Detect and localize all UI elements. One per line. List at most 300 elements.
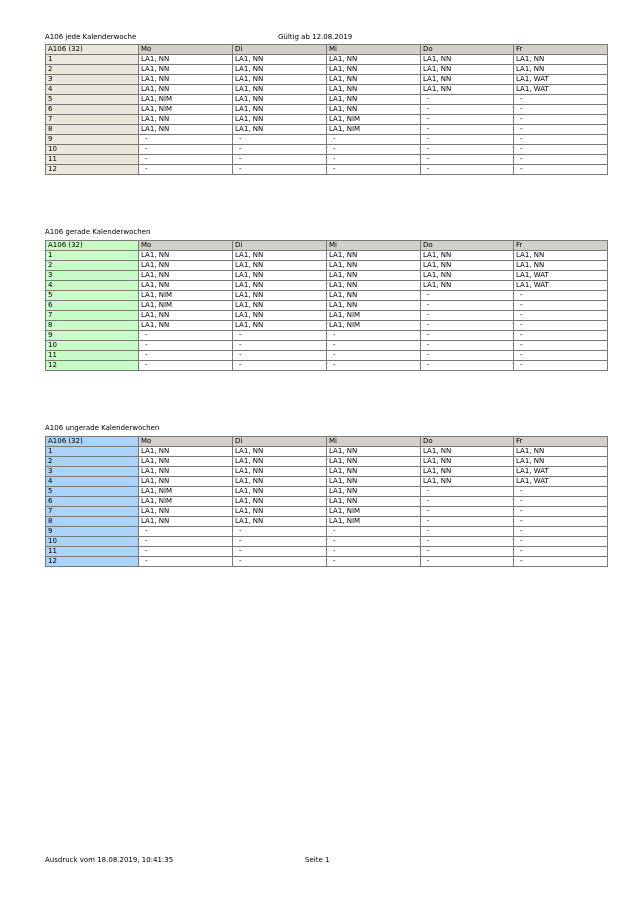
- lesson-text: -: [427, 95, 430, 103]
- table-row: [46, 75, 608, 85]
- lesson-text: -: [239, 145, 242, 153]
- lesson-cell: [139, 497, 233, 507]
- lesson-text: LA1, NN: [141, 321, 170, 329]
- lesson-text: -: [520, 291, 523, 299]
- lesson-text: LA1, NN: [516, 55, 545, 63]
- table-row: [46, 261, 608, 271]
- lesson-text: LA1, NIM: [141, 487, 173, 495]
- period-number: 8: [46, 321, 139, 331]
- lesson-text: LA1, NN: [329, 291, 358, 299]
- lesson-text: LA1, NN: [235, 507, 264, 515]
- lesson-text: -: [333, 557, 336, 565]
- lesson-cell: [327, 557, 421, 567]
- change-marker: [233, 115, 236, 116]
- table-row: [46, 115, 608, 125]
- period-number: 1: [46, 447, 139, 457]
- lesson-cell: [514, 321, 608, 331]
- table-row: [46, 301, 608, 311]
- lesson-cell: [233, 527, 327, 537]
- lesson-cell: [421, 85, 514, 95]
- lesson-text: LA1, NN: [423, 271, 452, 279]
- lesson-text: LA1, NN: [329, 447, 358, 455]
- lesson-cell: [514, 487, 608, 497]
- lesson-cell: [327, 321, 421, 331]
- table-row: [46, 271, 608, 281]
- lesson-cell: [327, 517, 421, 527]
- period-number: 9: [46, 331, 139, 341]
- lesson-cell: [233, 331, 327, 341]
- period-number: 7: [46, 115, 139, 125]
- lesson-cell: [327, 457, 421, 467]
- change-marker: [233, 95, 236, 96]
- lesson-text: -: [520, 331, 523, 339]
- table-row: [46, 487, 608, 497]
- lesson-text: LA1, NN: [141, 281, 170, 289]
- lesson-cell: [139, 557, 233, 567]
- lesson-text: LA1, NN: [235, 115, 264, 123]
- lesson-cell: [139, 341, 233, 351]
- lesson-text: -: [520, 517, 523, 525]
- lesson-text: -: [520, 361, 523, 369]
- period-number: 6: [46, 497, 139, 507]
- lesson-text: -: [145, 165, 148, 173]
- lesson-cell: [514, 537, 608, 547]
- lesson-cell: [421, 311, 514, 321]
- period-number: 3: [46, 467, 139, 477]
- lesson-text: LA1, NN: [235, 105, 264, 113]
- lesson-cell: [421, 55, 514, 65]
- lesson-cell: [421, 291, 514, 301]
- lesson-text: LA1, WAT: [516, 271, 549, 279]
- lesson-text: -: [520, 341, 523, 349]
- lesson-text: -: [333, 145, 336, 153]
- lesson-text: -: [333, 331, 336, 339]
- table-row: [46, 497, 608, 507]
- lesson-text: -: [239, 331, 242, 339]
- lesson-cell: [327, 271, 421, 281]
- period-number: 9: [46, 527, 139, 537]
- lesson-text: LA1, NN: [423, 55, 452, 63]
- change-marker: [233, 321, 236, 322]
- lesson-text: -: [427, 537, 430, 545]
- period-number: 3: [46, 271, 139, 281]
- lesson-cell: [514, 301, 608, 311]
- lesson-cell: [514, 261, 608, 271]
- lesson-text: -: [427, 331, 430, 339]
- lesson-cell: [421, 457, 514, 467]
- lesson-cell: [421, 507, 514, 517]
- lesson-cell: [514, 65, 608, 75]
- lesson-cell: [421, 251, 514, 261]
- lesson-cell: [327, 331, 421, 341]
- table-row: [46, 95, 608, 105]
- lesson-text: LA1, NN: [329, 477, 358, 485]
- lesson-cell: [514, 447, 608, 457]
- room-label: A106 (32): [46, 437, 139, 447]
- lesson-text: -: [520, 547, 523, 555]
- period-number: 11: [46, 155, 139, 165]
- lesson-text: LA1, NN: [141, 457, 170, 465]
- lesson-cell: [327, 527, 421, 537]
- lesson-text: LA1, NIM: [141, 105, 173, 113]
- period-number: 7: [46, 311, 139, 321]
- lesson-text: -: [520, 557, 523, 565]
- period-number: 10: [46, 145, 139, 155]
- period-number: 2: [46, 261, 139, 271]
- header-row: [46, 241, 608, 251]
- lesson-text: -: [145, 341, 148, 349]
- lesson-cell: [233, 261, 327, 271]
- lesson-text: LA1, NN: [235, 457, 264, 465]
- lesson-cell: [327, 497, 421, 507]
- lesson-text: -: [427, 125, 430, 133]
- period-number: 8: [46, 517, 139, 527]
- lesson-cell: [233, 507, 327, 517]
- lesson-cell: [139, 105, 233, 115]
- lesson-cell: [139, 447, 233, 457]
- lesson-text: LA1, NN: [329, 271, 358, 279]
- lesson-cell: [327, 145, 421, 155]
- lesson-cell: [514, 271, 608, 281]
- period-number: 1: [46, 251, 139, 261]
- lesson-cell: [233, 557, 327, 567]
- lesson-cell: [327, 467, 421, 477]
- period-number: 12: [46, 165, 139, 175]
- lesson-text: LA1, NIM: [329, 125, 361, 133]
- day-header: Di: [233, 45, 327, 55]
- lesson-cell: [233, 457, 327, 467]
- lesson-text: -: [333, 351, 336, 359]
- lesson-cell: [421, 537, 514, 547]
- lesson-text: -: [145, 557, 148, 565]
- lesson-cell: [421, 527, 514, 537]
- lesson-text: -: [427, 361, 430, 369]
- lesson-text: LA1, NN: [329, 487, 358, 495]
- room-label: A106 (32): [46, 241, 139, 251]
- lesson-text: LA1, NN: [141, 517, 170, 525]
- lesson-cell: [233, 145, 327, 155]
- lesson-text: LA1, WAT: [516, 75, 549, 83]
- lesson-cell: [233, 321, 327, 331]
- lesson-text: LA1, NN: [235, 467, 264, 475]
- lesson-cell: [139, 467, 233, 477]
- lesson-text: LA1, NN: [235, 125, 264, 133]
- lesson-text: LA1, NN: [235, 477, 264, 485]
- lesson-text: LA1, NN: [423, 447, 452, 455]
- lesson-cell: [514, 341, 608, 351]
- lesson-cell: [514, 75, 608, 85]
- table-row: [46, 85, 608, 95]
- lesson-text: -: [520, 487, 523, 495]
- lesson-cell: [233, 85, 327, 95]
- day-header: Mi: [327, 241, 421, 251]
- lesson-cell: [421, 321, 514, 331]
- lesson-text: LA1, NN: [329, 467, 358, 475]
- lesson-cell: [514, 155, 608, 165]
- lesson-cell: [421, 135, 514, 145]
- table-row: [46, 291, 608, 301]
- lesson-text: LA1, NN: [516, 251, 545, 259]
- lesson-cell: [514, 557, 608, 567]
- lesson-cell: [139, 155, 233, 165]
- period-number: 11: [46, 547, 139, 557]
- lesson-text: LA1, NN: [235, 487, 264, 495]
- lesson-text: LA1, NN: [423, 457, 452, 465]
- day-header: Di: [233, 241, 327, 251]
- lesson-text: LA1, NN: [141, 447, 170, 455]
- lesson-cell: [233, 291, 327, 301]
- lesson-text: LA1, NIM: [141, 95, 173, 103]
- lesson-cell: [514, 281, 608, 291]
- lesson-text: -: [520, 301, 523, 309]
- table-row: [46, 145, 608, 155]
- period-number: 4: [46, 477, 139, 487]
- lesson-text: LA1, NN: [423, 467, 452, 475]
- lesson-text: -: [145, 547, 148, 555]
- lesson-cell: [421, 557, 514, 567]
- lesson-text: LA1, NN: [329, 261, 358, 269]
- lesson-cell: [327, 135, 421, 145]
- table-row: [46, 321, 608, 331]
- lesson-text: -: [520, 165, 523, 173]
- lesson-text: LA1, NN: [235, 251, 264, 259]
- lesson-cell: [514, 85, 608, 95]
- period-number: 6: [46, 105, 139, 115]
- lesson-cell: [139, 65, 233, 75]
- header-row: [46, 45, 608, 55]
- lesson-cell: [327, 351, 421, 361]
- lesson-text: LA1, NN: [329, 281, 358, 289]
- lesson-cell: [139, 261, 233, 271]
- lesson-text: LA1, NN: [329, 85, 358, 93]
- lesson-cell: [139, 477, 233, 487]
- lesson-cell: [421, 547, 514, 557]
- lesson-text: LA1, NN: [329, 251, 358, 259]
- lesson-cell: [327, 85, 421, 95]
- lesson-cell: [421, 75, 514, 85]
- lesson-cell: [327, 65, 421, 75]
- lesson-text: LA1, NN: [329, 457, 358, 465]
- table-row: [46, 457, 608, 467]
- lesson-text: -: [520, 321, 523, 329]
- period-number: 12: [46, 557, 139, 567]
- period-number: 5: [46, 487, 139, 497]
- period-number: 7: [46, 507, 139, 517]
- lesson-cell: [327, 447, 421, 457]
- lesson-text: -: [239, 165, 242, 173]
- lesson-cell: [327, 261, 421, 271]
- lesson-text: -: [520, 507, 523, 515]
- lesson-text: LA1, NN: [329, 105, 358, 113]
- period-number: 1: [46, 55, 139, 65]
- lesson-text: LA1, NN: [235, 311, 264, 319]
- lesson-cell: [233, 125, 327, 135]
- lesson-cell: [327, 251, 421, 261]
- lesson-cell: [233, 95, 327, 105]
- lesson-cell: [139, 537, 233, 547]
- day-header: Fr: [514, 45, 608, 55]
- lesson-text: LA1, NIM: [329, 321, 361, 329]
- table-row: [46, 165, 608, 175]
- lesson-cell: [139, 331, 233, 341]
- validity-date: Gültig ab 12.08.2019: [278, 33, 353, 41]
- lesson-cell: [514, 331, 608, 341]
- lesson-text: LA1, WAT: [516, 281, 549, 289]
- lesson-cell: [421, 361, 514, 371]
- lesson-text: LA1, WAT: [516, 85, 549, 93]
- lesson-text: -: [145, 135, 148, 143]
- day-header: Do: [421, 45, 514, 55]
- lesson-text: -: [427, 311, 430, 319]
- change-marker: [327, 85, 330, 86]
- lesson-cell: [327, 75, 421, 85]
- lesson-text: -: [520, 351, 523, 359]
- lesson-cell: [327, 311, 421, 321]
- lesson-text: LA1, NN: [329, 75, 358, 83]
- lesson-cell: [233, 351, 327, 361]
- day-header: Mo: [139, 45, 233, 55]
- lesson-cell: [139, 517, 233, 527]
- period-number: 10: [46, 537, 139, 547]
- lesson-text: LA1, NN: [329, 55, 358, 63]
- lesson-text: -: [520, 95, 523, 103]
- lesson-cell: [327, 155, 421, 165]
- lesson-cell: [327, 507, 421, 517]
- lesson-cell: [139, 145, 233, 155]
- lesson-cell: [233, 65, 327, 75]
- table-row: [46, 311, 608, 321]
- lesson-text: LA1, NN: [329, 497, 358, 505]
- lesson-text: -: [145, 155, 148, 163]
- lesson-cell: [233, 311, 327, 321]
- lesson-cell: [233, 105, 327, 115]
- lesson-cell: [139, 487, 233, 497]
- table-row: [46, 537, 608, 547]
- lesson-cell: [514, 457, 608, 467]
- lesson-text: LA1, NIM: [329, 517, 361, 525]
- lesson-text: -: [427, 527, 430, 535]
- lesson-cell: [514, 361, 608, 371]
- lesson-cell: [233, 517, 327, 527]
- lesson-text: LA1, NN: [423, 477, 452, 485]
- day-header: Mi: [327, 45, 421, 55]
- lesson-cell: [327, 361, 421, 371]
- lesson-cell: [139, 301, 233, 311]
- lesson-text: -: [427, 547, 430, 555]
- lesson-cell: [421, 301, 514, 311]
- lesson-text: -: [145, 351, 148, 359]
- lesson-cell: [514, 527, 608, 537]
- day-header: Di: [233, 437, 327, 447]
- lesson-text: LA1, NN: [235, 95, 264, 103]
- table-row: [46, 447, 608, 457]
- lesson-text: -: [520, 497, 523, 505]
- lesson-text: LA1, NN: [235, 55, 264, 63]
- lesson-cell: [139, 115, 233, 125]
- change-marker: [327, 477, 330, 478]
- lesson-text: LA1, NN: [423, 65, 452, 73]
- lesson-text: LA1, NN: [141, 75, 170, 83]
- lesson-text: -: [239, 135, 242, 143]
- period-number: 6: [46, 301, 139, 311]
- section-title-3: A106 ungerade Kalenderwochen: [45, 424, 160, 432]
- lesson-cell: [327, 301, 421, 311]
- lesson-text: -: [333, 165, 336, 173]
- lesson-text: -: [427, 115, 430, 123]
- lesson-text: LA1, NN: [141, 125, 170, 133]
- lesson-text: -: [427, 487, 430, 495]
- table-row: [46, 65, 608, 75]
- lesson-cell: [514, 497, 608, 507]
- lesson-text: LA1, NN: [329, 95, 358, 103]
- lesson-text: -: [145, 145, 148, 153]
- lesson-cell: [514, 351, 608, 361]
- lesson-cell: [421, 331, 514, 341]
- lesson-cell: [139, 547, 233, 557]
- lesson-cell: [421, 105, 514, 115]
- period-number: 9: [46, 135, 139, 145]
- lesson-text: -: [239, 537, 242, 545]
- lesson-text: -: [520, 105, 523, 113]
- lesson-text: -: [333, 155, 336, 163]
- lesson-text: -: [239, 351, 242, 359]
- lesson-text: -: [239, 155, 242, 163]
- lesson-cell: [233, 55, 327, 65]
- lesson-cell: [327, 477, 421, 487]
- lesson-text: -: [239, 527, 242, 535]
- lesson-cell: [327, 95, 421, 105]
- lesson-text: LA1, NN: [235, 291, 264, 299]
- table-row: [46, 135, 608, 145]
- lesson-cell: [233, 301, 327, 311]
- table-row: [46, 517, 608, 527]
- lesson-text: LA1, NN: [423, 251, 452, 259]
- lesson-text: LA1, NN: [141, 311, 170, 319]
- table-row: [46, 281, 608, 291]
- header-row: [46, 437, 608, 447]
- lesson-cell: [327, 537, 421, 547]
- lesson-text: -: [427, 105, 430, 113]
- lesson-cell: [233, 281, 327, 291]
- lesson-cell: [327, 291, 421, 301]
- lesson-text: -: [520, 125, 523, 133]
- table-row: [46, 125, 608, 135]
- lesson-text: LA1, NN: [141, 85, 170, 93]
- lesson-cell: [514, 291, 608, 301]
- lesson-cell: [514, 95, 608, 105]
- lesson-cell: [421, 351, 514, 361]
- lesson-text: LA1, NN: [235, 447, 264, 455]
- lesson-text: LA1, NIM: [329, 311, 361, 319]
- lesson-text: LA1, NN: [423, 75, 452, 83]
- lesson-text: -: [427, 135, 430, 143]
- lesson-cell: [233, 547, 327, 557]
- lesson-cell: [327, 55, 421, 65]
- period-number: 5: [46, 95, 139, 105]
- lesson-text: LA1, NN: [329, 65, 358, 73]
- lesson-text: LA1, WAT: [516, 467, 549, 475]
- lesson-text: LA1, NN: [235, 281, 264, 289]
- lesson-cell: [139, 271, 233, 281]
- lesson-text: LA1, NN: [141, 261, 170, 269]
- lesson-cell: [139, 55, 233, 65]
- day-header: Fr: [514, 241, 608, 251]
- lesson-cell: [327, 105, 421, 115]
- timetable-every-week: [45, 44, 608, 175]
- table-row: [46, 467, 608, 477]
- lesson-text: -: [427, 507, 430, 515]
- lesson-text: -: [333, 341, 336, 349]
